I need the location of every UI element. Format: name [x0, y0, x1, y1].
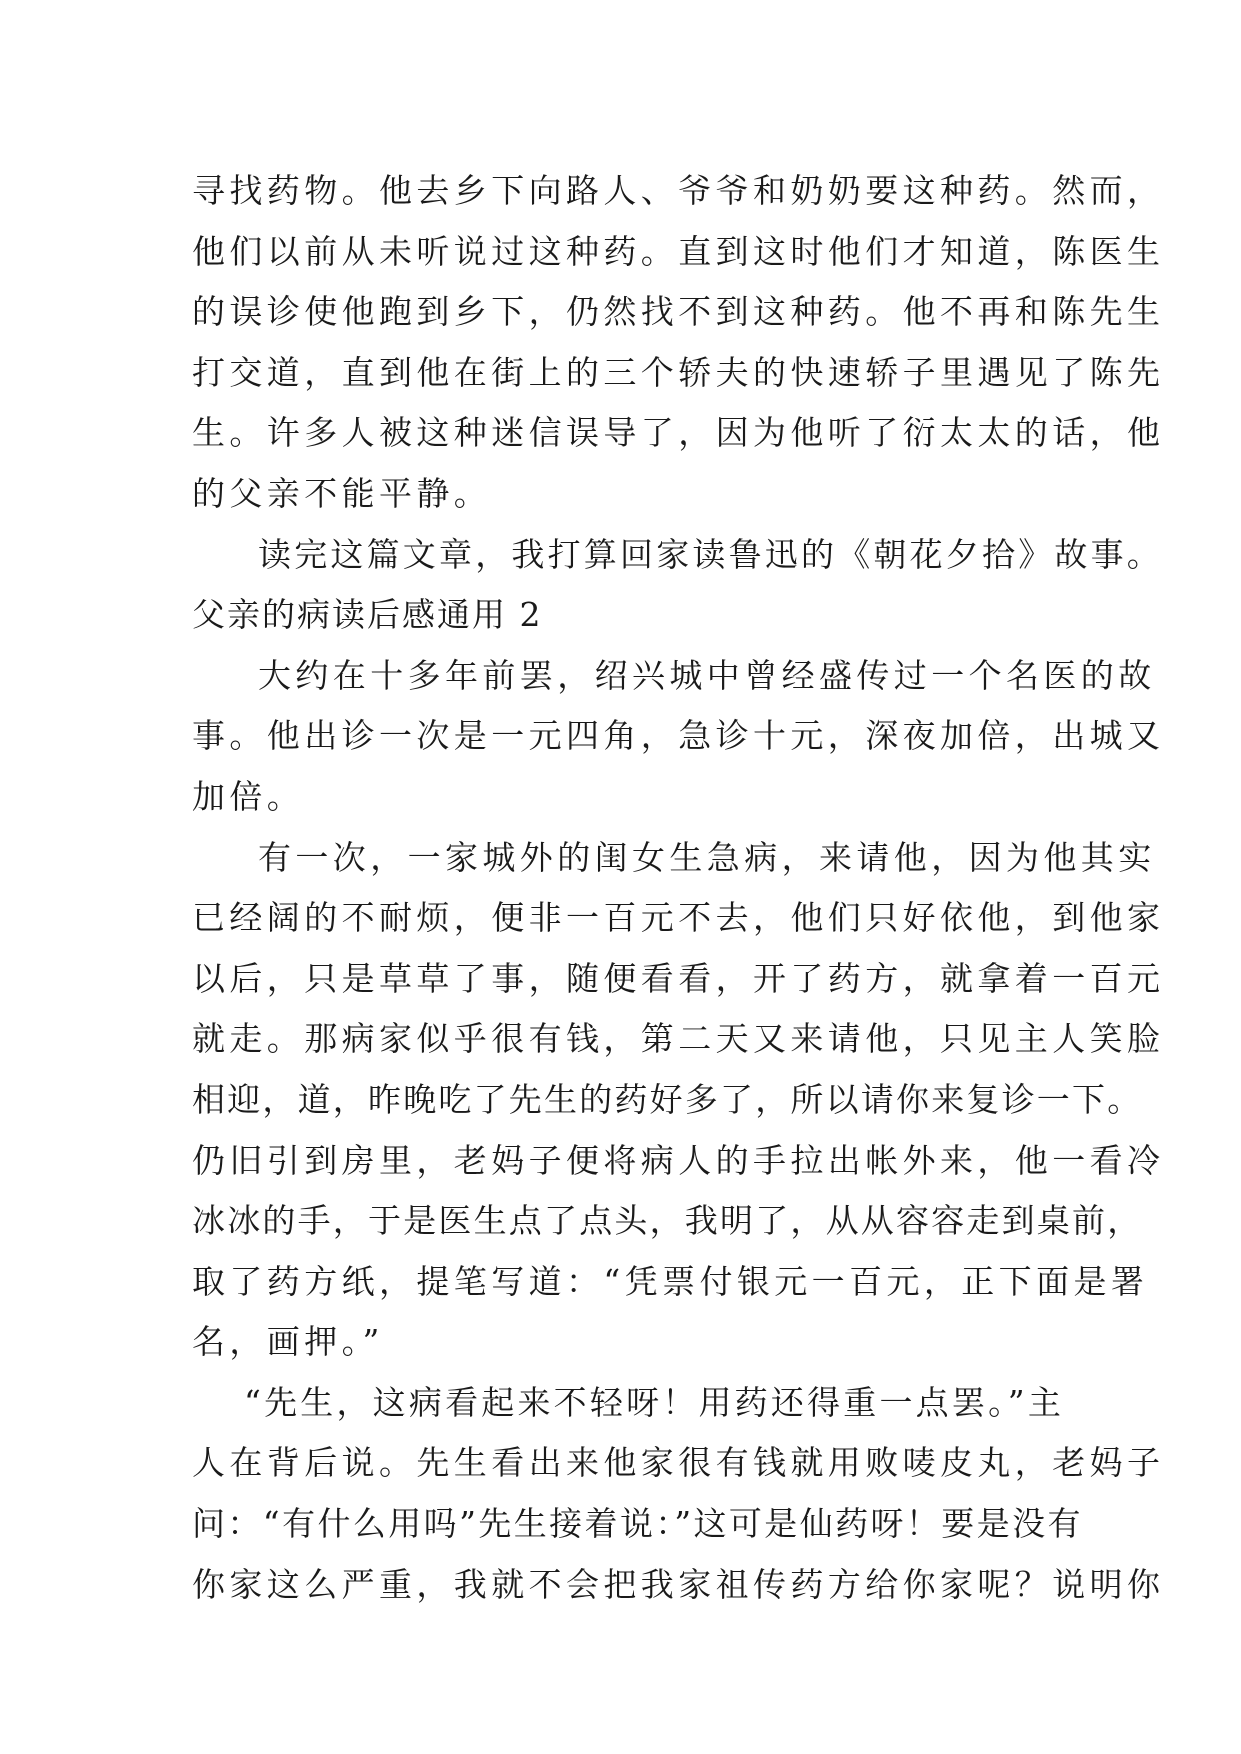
text-line: 事。他出诊一次是一元四角，急诊十元，深夜加倍，出城又 [192, 716, 1165, 756]
text-line: 人在背后说。先生看出来他家很有钱就用败唛皮丸，老妈子 [192, 1443, 1165, 1483]
text-line: 的误诊使他跑到乡下，仍然找不到这种药。他不再和陈先生 [192, 292, 1165, 332]
text-line: 他们以前从未听说过这种药。直到这时他们才知道，陈医生 [192, 231, 1165, 271]
text-line: 以后，只是草草了事，随便看看，开了药方，就拿着一百元 [192, 958, 1165, 998]
paragraph-first-line: “先生，这病看起来不轻呀！用药还得重一点罢。”主 [244, 1382, 1065, 1422]
text-line: 你家这么严重，我就不会把我家祖传药方给你家呢？说明你 [192, 1564, 1165, 1604]
document-body [192, 161, 1165, 1615]
text-line: 问：“有什么用吗”先生接着说：”这可是仙药呀！要是没有 [192, 1504, 1083, 1544]
paragraph-first-line: 有一次，一家城外的闺女生急病，来请他，因为他其实 [258, 837, 1156, 877]
text-line: 相迎，道，昨晚吃了先生的药好多了，所以请你来复诊一下。 [192, 1079, 1143, 1119]
section-heading: 父亲的病读后感通用 2 [192, 595, 543, 635]
text-line: 寻找药物。他去乡下向路人、爷爷和奶奶要这种药。然而， [192, 171, 1165, 210]
text-line: 加倍。 [192, 776, 305, 816]
text-line: 仍旧引到房里，老妈子便将病人的手拉出帐外来，他一看冷 [192, 1140, 1165, 1180]
text-line: 就走。那病家似乎很有钱，第二天又来请他，只见主人笑脸 [192, 1019, 1165, 1059]
paragraph-first-line: 读完这篇文章，我打算回家读鲁迅的《朝花夕拾》故事。 [258, 534, 1163, 574]
text-line: 冰冰的手，于是医生点了点头，我明了，从从容容走到桌前， [192, 1201, 1143, 1241]
text-line: 生。许多人被这种迷信误导了，因为他听了衍太太的话，他 [192, 413, 1165, 453]
text-line: 打交道，直到他在街上的三个轿夫的快速轿子里遇见了陈先 [192, 352, 1165, 392]
text-line: 取了药方纸，提笔写道：“凭票付银元一百元，正下面是署 [192, 1261, 1149, 1301]
text-line: 已经阔的不耐烦，便非一百元不去，他们只好依他，到他家 [192, 898, 1165, 938]
text-line: 的父亲不能平静。 [192, 473, 492, 513]
paragraph-first-line: 大约在十多年前罢，绍兴城中曾经盛传过一个名医的故 [258, 655, 1156, 695]
text-line: 名，画押。” [192, 1322, 384, 1362]
